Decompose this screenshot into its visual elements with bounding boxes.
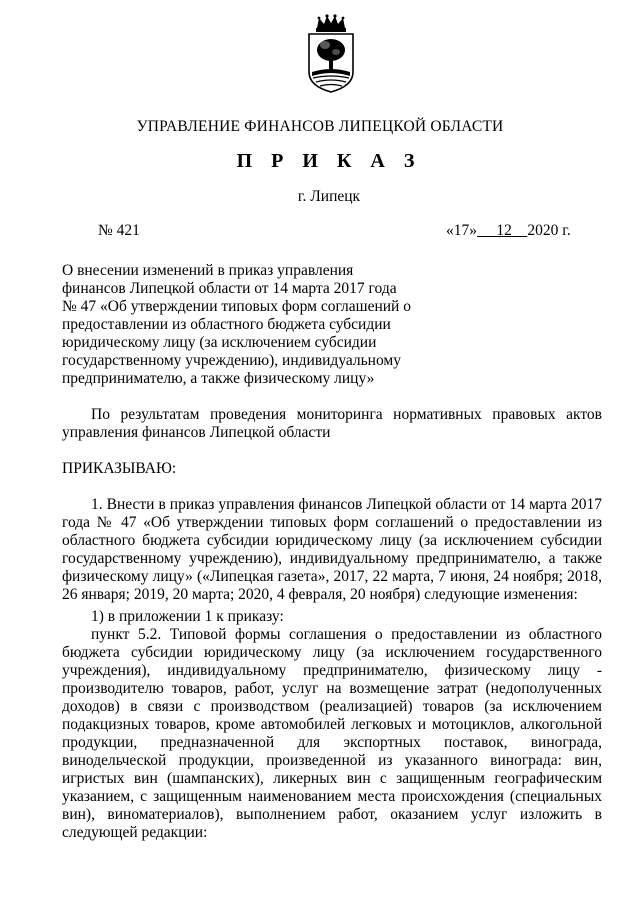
document-title: П Р И К А З [236,150,422,172]
date-year: 2020 г. [527,222,571,239]
document-date [446,222,571,240]
document-body [62,406,602,842]
date-day: «17» [446,222,477,239]
department-name: УПРАВЛЕНИЕ ФИНАНСОВ ЛИПЕЦКОЙ ОБЛАСТИ [136,118,504,135]
subitem-1-paragraph: 1) в приложении 1 к приказу: [91,608,284,625]
document-number: № 421 [98,222,140,239]
document-subject: О внесении изменений в приказ управления финансов Липецкой области от 14 марта 2017 года № 47 «Об утверждении типовых форм соглашений о предоставлении из областного бюджета субсидии юридическому лицу (за исключением субсидии государственному учреждению), индивидуальному предпринимателю, а также физическому лицу» [62,262,411,387]
preamble-paragraph: По результатам проведения мониторинга нормативных правовых актов управления финансов Липецкой области [62,406,602,441]
order-word: ПРИКАЗЫВАЮ: [62,460,177,477]
point-5-2-paragraph: пункт 5.2. Типовой формы соглашения о предоставлении из областного бюджета субсидии юридическому лицу (за исключением государственного учреждения), индивидуальному предпринимателю, физическому лицу - производителю товаров, работ, услуг на возмещение затрат (недополученных доходов) в связи с производством (реализацией) товаров (за исключением подакцизных товаров, кроме автомобилей легковых и мотоциклов, алкогольной продукции, предназначенной для экспортных поставок, винограда, винодельческой продукции, произведенной из указанного винограда: вин, игристых вин (шампанских), ликерных вин с защищенным географическим указанием, с защищенным наименованием места происхождения (специальных вин), виноматериалов), выполнением работ, оказанием услуг изложить в следующей редакции: [62,626,602,841]
date-month: 12 [496,222,512,239]
coat-of-arms-icon [303,14,359,94]
item-1-paragraph: 1. Внести в приказ управления финансов Липецкой области от 14 марта 2017 года № 47 «Об утверждении типовых форм соглашений о предоставлении из областного бюджета субсидии юридическому лицу (за исключением субсидии государственному учреждению), индивидуальному предпринимателю, а также физическому лицу» («Липецкая газета», 2017, 22 марта, 7 июня, 24 ноября; 2018, 26 января; 2019, 20 марта; 2020, 4 февраля, 20 ноября) следующие изменения: [62,496,602,603]
city: г. Липецк [297,188,361,205]
